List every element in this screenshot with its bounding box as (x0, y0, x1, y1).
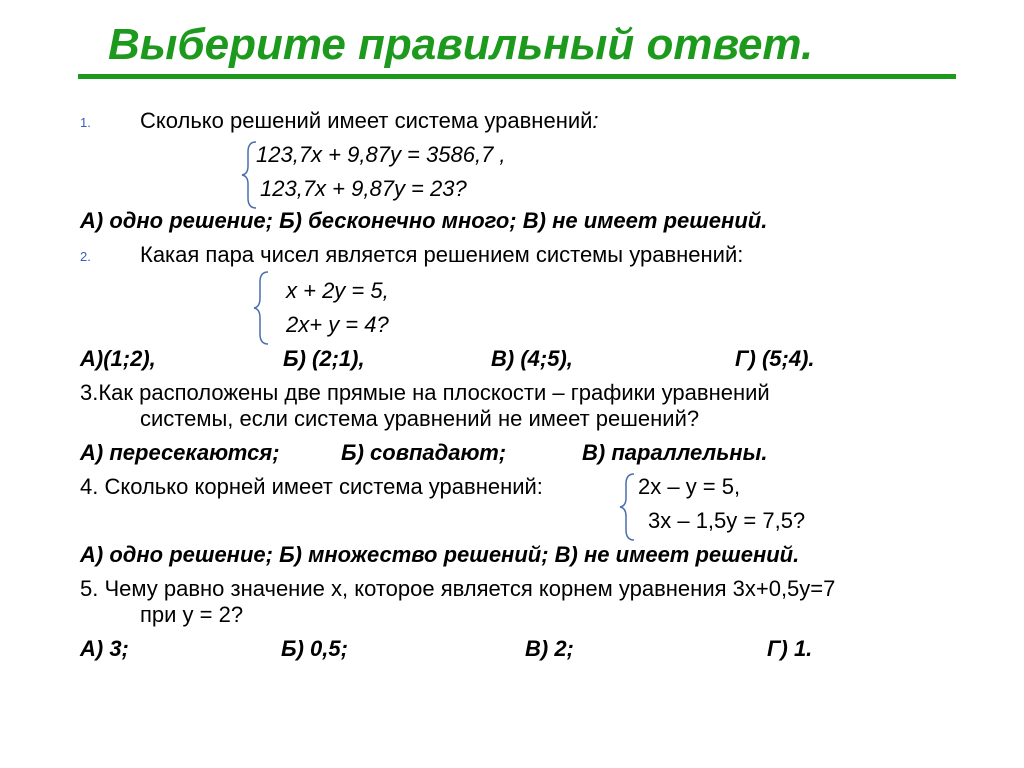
question-1-text-main: Сколько решений имеет система уравнений (140, 108, 593, 133)
question-3-answer-a: А) пересекаются; (80, 440, 280, 465)
question-3-answer-b: Б) совпадают; (341, 440, 507, 465)
question-4-text: 4. Сколько корней имеет система уравнений: (80, 474, 543, 499)
question-4-answers: А) одно решение; Б) множество решений; В) не имеет решений. (80, 542, 800, 567)
question-4-equation-2: 3х – 1,5у = 7,5? (648, 508, 806, 533)
question-3-line-1: 3.Как расположены две прямые на плоскости – графики уравнений (80, 380, 770, 405)
question-1-equation-1: 123,7х + 9,87у = 3586,7 , (256, 142, 506, 167)
question-2-equation-2: 2х+ у = 4? (286, 312, 389, 337)
title-underline (78, 74, 956, 79)
slide-title: Выберите правильный ответ. (108, 20, 814, 69)
question-5-answer-a: А) 3; (80, 636, 129, 661)
question-4-system-brace (618, 472, 638, 542)
question-2-answer-d: Г) (5;4). (735, 346, 815, 371)
question-1-colon: : (592, 108, 599, 133)
question-1-text (140, 108, 599, 134)
question-4-equation-1: 2х – у = 5, (638, 474, 741, 499)
question-5-answer-d: Г) 1. (767, 636, 813, 661)
question-2-answer-b: Б) (2;1), (283, 346, 365, 371)
question-2-text: Какая пара чисел является решением системы уравнений: (140, 242, 744, 267)
question-5-answer-b: Б) 0,5; (281, 636, 348, 661)
question-5-answer-c: В) 2; (525, 636, 574, 661)
question-2-answer-c: В) (4;5), (491, 346, 573, 371)
question-3-answer-c: В) параллельны. (582, 440, 768, 465)
question-2-equation-1: х + 2у = 5, (286, 278, 389, 303)
question-2-number: 2. (80, 249, 91, 264)
question-5-line-1: 5. Чему равно значение х, которое является корнем уравнения 3х+0,5у=7 (80, 576, 836, 601)
question-1-answers: А) одно решение; Б) бесконечно много; В) не имеет решений. (80, 208, 768, 233)
question-5-line-2: при у = 2? (140, 602, 244, 627)
question-2-system-brace (252, 270, 272, 346)
question-3-line-2: системы, если система уравнений не имеет решений? (140, 406, 700, 431)
question-1-number: 1. (80, 115, 91, 130)
question-2-answer-a: А)(1;2), (80, 346, 156, 371)
question-1-equation-2: 123,7х + 9,87у = 23? (260, 176, 467, 201)
